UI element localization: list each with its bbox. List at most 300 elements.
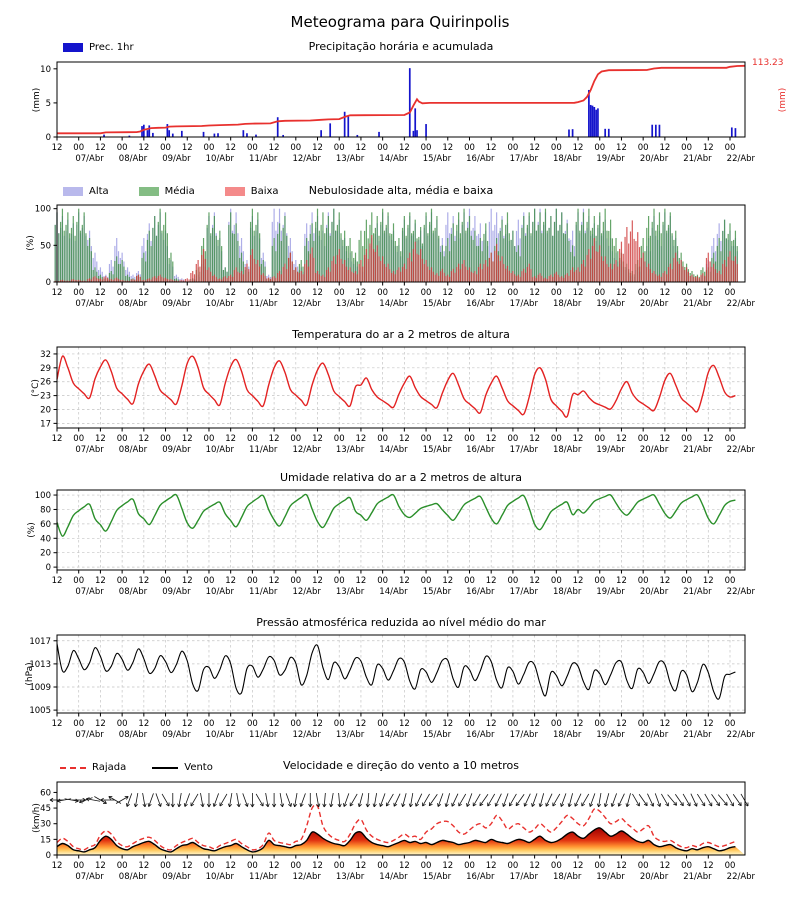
svg-text:00: 00 (507, 434, 519, 444)
svg-text:00: 00 (73, 576, 85, 586)
svg-text:10/Abr: 10/Abr (205, 730, 235, 740)
svg-text:00: 00 (681, 288, 692, 298)
svg-text:23: 23 (40, 391, 51, 402)
svg-text:12: 12 (529, 288, 541, 298)
svg-text:00: 00 (550, 576, 562, 586)
svg-text:00: 00 (73, 719, 85, 729)
svg-text:00: 00 (724, 434, 736, 444)
wind-ylabel: (km/h) (32, 803, 42, 833)
svg-text:12: 12 (529, 434, 541, 444)
svg-text:07/Abr: 07/Abr (75, 730, 104, 740)
svg-text:11/Abr: 11/Abr (249, 872, 278, 882)
svg-text:12: 12 (485, 288, 497, 298)
svg-text:12: 12 (616, 576, 627, 586)
vento-legend-label: Vento (184, 762, 213, 773)
svg-text:12/Abr: 12/Abr (292, 872, 321, 882)
svg-text:12: 12 (355, 434, 367, 444)
svg-text:12: 12 (181, 861, 193, 871)
svg-text:09/Abr: 09/Abr (162, 587, 191, 597)
svg-text:12: 12 (702, 576, 714, 586)
svg-text:00: 00 (420, 861, 432, 871)
svg-text:40: 40 (40, 534, 51, 545)
svg-text:21/Abr: 21/Abr (683, 299, 712, 309)
svg-text:00: 00 (377, 576, 389, 586)
svg-text:12: 12 (442, 434, 454, 444)
svg-text:15/Abr: 15/Abr (422, 587, 452, 597)
svg-text:12: 12 (268, 143, 280, 153)
media-legend-label: Média (164, 186, 195, 197)
svg-text:12: 12 (442, 719, 454, 729)
svg-text:21/Abr: 21/Abr (683, 445, 712, 455)
svg-text:00: 00 (333, 861, 345, 871)
svg-text:12: 12 (51, 288, 63, 298)
svg-text:12: 12 (51, 434, 63, 444)
svg-text:00: 00 (246, 434, 258, 444)
svg-text:22/Abr: 22/Abr (726, 587, 756, 597)
svg-text:12: 12 (268, 861, 280, 871)
wind-direction-arrows (50, 793, 748, 807)
svg-text:08/Abr: 08/Abr (118, 587, 148, 597)
svg-text:12: 12 (355, 143, 367, 153)
svg-text:17/Abr: 17/Abr (509, 154, 538, 164)
precip-panel (40, 62, 755, 164)
svg-text:00: 00 (507, 288, 519, 298)
svg-text:18/Abr: 18/Abr (552, 587, 582, 597)
svg-text:19/Abr: 19/Abr (596, 872, 625, 882)
svg-text:00: 00 (377, 861, 389, 871)
precip-title: Precipitação horária e acumulada (308, 40, 494, 53)
svg-text:00: 00 (246, 143, 258, 153)
svg-text:07/Abr: 07/Abr (75, 445, 104, 455)
svg-text:12: 12 (442, 143, 454, 153)
svg-text:12: 12 (572, 288, 584, 298)
svg-text:17/Abr: 17/Abr (509, 730, 538, 740)
svg-text:12: 12 (95, 576, 106, 586)
svg-text:00: 00 (681, 434, 692, 444)
svg-text:00: 00 (594, 143, 606, 153)
svg-text:19/Abr: 19/Abr (596, 154, 625, 164)
svg-text:12: 12 (529, 719, 541, 729)
rajada-legend-label: Rajada (92, 762, 127, 773)
svg-text:16/Abr: 16/Abr (466, 154, 495, 164)
svg-text:00: 00 (594, 434, 606, 444)
svg-text:12: 12 (702, 143, 714, 153)
svg-text:12: 12 (442, 288, 454, 298)
svg-text:21/Abr: 21/Abr (683, 872, 712, 882)
svg-text:00: 00 (637, 861, 649, 871)
svg-text:10/Abr: 10/Abr (205, 587, 235, 597)
svg-text:09/Abr: 09/Abr (162, 730, 191, 740)
svg-text:12: 12 (572, 143, 584, 153)
svg-text:00: 00 (637, 719, 649, 729)
svg-text:12: 12 (95, 719, 106, 729)
svg-text:12: 12 (95, 861, 106, 871)
svg-text:08/Abr: 08/Abr (118, 445, 148, 455)
svg-text:12: 12 (572, 576, 584, 586)
svg-text:13/Abr: 13/Abr (335, 445, 365, 455)
svg-text:00: 00 (550, 434, 562, 444)
svg-text:00: 00 (724, 288, 736, 298)
svg-text:12: 12 (312, 288, 323, 298)
svg-text:09/Abr: 09/Abr (162, 445, 191, 455)
clouds-title: Nebulosidade alta, média e baixa (308, 184, 494, 197)
svg-text:09/Abr: 09/Abr (162, 299, 191, 309)
svg-text:08/Abr: 08/Abr (118, 872, 148, 882)
svg-text:16/Abr: 16/Abr (466, 299, 495, 309)
press-ylabel: (hPa) (25, 662, 35, 686)
svg-text:16/Abr: 16/Abr (466, 445, 495, 455)
svg-text:1017: 1017 (29, 636, 51, 647)
svg-text:00: 00 (333, 288, 345, 298)
svg-text:18/Abr: 18/Abr (552, 445, 582, 455)
svg-text:11/Abr: 11/Abr (249, 730, 278, 740)
svg-text:00: 00 (594, 288, 606, 298)
svg-text:12: 12 (138, 719, 150, 729)
hum-ylabel: (%) (27, 522, 37, 538)
hum-panel (35, 490, 756, 597)
svg-text:12: 12 (138, 143, 150, 153)
svg-text:13/Abr: 13/Abr (335, 299, 365, 309)
svg-text:12: 12 (268, 719, 280, 729)
svg-text:00: 00 (160, 576, 171, 586)
svg-text:14/Abr: 14/Abr (379, 445, 408, 455)
svg-text:00: 00 (116, 288, 128, 298)
svg-text:12: 12 (702, 288, 714, 298)
svg-text:00: 00 (333, 143, 345, 153)
svg-text:00: 00 (203, 719, 215, 729)
svg-text:17: 17 (40, 419, 51, 430)
svg-text:19/Abr: 19/Abr (596, 730, 625, 740)
svg-text:16/Abr: 16/Abr (466, 587, 495, 597)
svg-text:12: 12 (616, 434, 627, 444)
svg-text:12: 12 (616, 288, 627, 298)
svg-text:00: 00 (681, 143, 692, 153)
svg-text:12: 12 (485, 861, 497, 871)
svg-text:12: 12 (138, 434, 150, 444)
svg-text:08/Abr: 08/Abr (118, 299, 148, 309)
hum-title: Umidade relativa do ar a 2 metros de altura (279, 471, 523, 484)
svg-text:12: 12 (485, 143, 497, 153)
svg-text:00: 00 (637, 434, 649, 444)
svg-text:00: 00 (724, 143, 736, 153)
precip-legend-label: Prec. 1hr (89, 42, 134, 53)
svg-text:00: 00 (464, 861, 475, 871)
svg-text:07/Abr: 07/Abr (75, 872, 104, 882)
svg-text:19/Abr: 19/Abr (596, 445, 625, 455)
svg-text:00: 00 (464, 576, 475, 586)
svg-text:12: 12 (268, 434, 280, 444)
svg-text:12: 12 (268, 288, 280, 298)
svg-text:12: 12 (702, 434, 714, 444)
svg-text:11/Abr: 11/Abr (249, 154, 278, 164)
svg-text:12: 12 (225, 576, 237, 586)
svg-text:00: 00 (160, 434, 171, 444)
svg-text:12: 12 (442, 861, 454, 871)
svg-text:20: 20 (40, 548, 51, 559)
svg-text:12: 12 (442, 576, 454, 586)
svg-text:00: 00 (116, 861, 128, 871)
svg-text:12/Abr: 12/Abr (292, 299, 321, 309)
svg-text:12: 12 (312, 143, 323, 153)
svg-text:00: 00 (724, 861, 736, 871)
svg-text:14/Abr: 14/Abr (379, 587, 408, 597)
svg-text:12: 12 (312, 434, 323, 444)
svg-text:00: 00 (507, 861, 519, 871)
svg-text:12: 12 (312, 576, 323, 586)
svg-text:14/Abr: 14/Abr (379, 299, 408, 309)
svg-text:22/Abr: 22/Abr (726, 445, 756, 455)
svg-text:12: 12 (225, 861, 237, 871)
svg-text:00: 00 (203, 861, 215, 871)
svg-text:12: 12 (95, 288, 106, 298)
svg-text:12: 12 (398, 576, 410, 586)
svg-text:0: 0 (45, 563, 51, 574)
svg-text:00: 00 (203, 434, 215, 444)
svg-text:12: 12 (51, 861, 63, 871)
svg-text:12: 12 (529, 143, 541, 153)
svg-text:21/Abr: 21/Abr (683, 587, 712, 597)
press-title: Pressão atmosférica reduzida ao nível médio do mar (256, 616, 546, 629)
svg-text:09/Abr: 09/Abr (162, 154, 191, 164)
svg-text:12/Abr: 12/Abr (292, 445, 321, 455)
svg-text:00: 00 (203, 143, 215, 153)
svg-text:00: 00 (550, 861, 562, 871)
svg-text:12: 12 (572, 861, 584, 871)
svg-text:17/Abr: 17/Abr (509, 299, 538, 309)
svg-text:00: 00 (160, 143, 171, 153)
svg-text:00: 00 (73, 434, 85, 444)
svg-text:00: 00 (377, 143, 389, 153)
svg-text:12: 12 (398, 434, 410, 444)
page-title: Meteograma para Quirinpolis (290, 13, 510, 31)
svg-text:00: 00 (507, 576, 519, 586)
svg-text:00: 00 (116, 576, 128, 586)
svg-text:12: 12 (529, 861, 541, 871)
svg-text:12: 12 (312, 861, 323, 871)
svg-text:00: 00 (377, 288, 389, 298)
alta-legend-label: Alta (89, 186, 109, 197)
svg-text:12: 12 (485, 719, 497, 729)
svg-text:10/Abr: 10/Abr (205, 872, 235, 882)
svg-text:20/Abr: 20/Abr (639, 587, 669, 597)
svg-text:16/Abr: 16/Abr (466, 730, 495, 740)
svg-text:12: 12 (181, 576, 193, 586)
svg-text:20/Abr: 20/Abr (639, 154, 669, 164)
svg-text:14/Abr: 14/Abr (379, 154, 408, 164)
svg-text:00: 00 (377, 719, 389, 729)
svg-text:12: 12 (225, 143, 237, 153)
svg-text:17/Abr: 17/Abr (509, 587, 538, 597)
svg-text:12: 12 (95, 143, 106, 153)
svg-text:12: 12 (355, 719, 367, 729)
svg-text:12: 12 (398, 143, 410, 153)
svg-text:00: 00 (246, 288, 258, 298)
svg-text:15/Abr: 15/Abr (422, 154, 452, 164)
svg-text:00: 00 (420, 143, 432, 153)
svg-text:10: 10 (40, 64, 51, 75)
svg-text:30: 30 (40, 819, 51, 830)
svg-text:12: 12 (659, 861, 671, 871)
svg-text:00: 00 (637, 288, 649, 298)
svg-text:12: 12 (95, 434, 106, 444)
svg-text:12: 12 (138, 576, 150, 586)
accum-total-label: 113.23 (752, 58, 784, 68)
svg-text:12: 12 (702, 719, 714, 729)
svg-text:1013: 1013 (29, 659, 51, 670)
svg-text:12: 12 (398, 288, 410, 298)
clouds-panel (35, 205, 756, 309)
svg-text:00: 00 (464, 143, 475, 153)
svg-text:00: 00 (116, 719, 128, 729)
svg-text:00: 00 (333, 434, 345, 444)
svg-text:12: 12 (702, 861, 714, 871)
svg-text:00: 00 (116, 434, 128, 444)
svg-text:00: 00 (637, 576, 649, 586)
svg-text:11/Abr: 11/Abr (249, 299, 278, 309)
svg-text:12/Abr: 12/Abr (292, 154, 321, 164)
svg-text:12: 12 (312, 719, 323, 729)
svg-text:07/Abr: 07/Abr (75, 587, 104, 597)
svg-text:12: 12 (659, 434, 671, 444)
svg-text:11/Abr: 11/Abr (249, 445, 278, 455)
svg-text:07/Abr: 07/Abr (75, 299, 104, 309)
svg-text:12: 12 (659, 576, 671, 586)
svg-text:00: 00 (290, 861, 302, 871)
svg-text:00: 00 (681, 719, 692, 729)
svg-text:12: 12 (572, 719, 584, 729)
svg-text:21/Abr: 21/Abr (683, 730, 712, 740)
precip-ylabel: (mm) (32, 87, 42, 113)
svg-text:17/Abr: 17/Abr (509, 445, 538, 455)
press-panel (29, 635, 755, 740)
svg-text:12/Abr: 12/Abr (292, 587, 321, 597)
svg-text:12: 12 (485, 434, 497, 444)
svg-text:15/Abr: 15/Abr (422, 730, 452, 740)
svg-text:12: 12 (181, 719, 193, 729)
svg-text:12: 12 (225, 288, 237, 298)
svg-text:00: 00 (550, 719, 562, 729)
svg-text:5: 5 (45, 98, 51, 109)
svg-text:00: 00 (290, 719, 302, 729)
svg-text:12: 12 (51, 719, 63, 729)
svg-text:00: 00 (73, 143, 85, 153)
svg-text:12: 12 (51, 143, 63, 153)
svg-text:10/Abr: 10/Abr (205, 445, 235, 455)
svg-text:12: 12 (659, 719, 671, 729)
svg-text:19/Abr: 19/Abr (596, 299, 625, 309)
svg-text:00: 00 (550, 143, 562, 153)
svg-text:00: 00 (464, 719, 475, 729)
svg-text:15/Abr: 15/Abr (422, 445, 452, 455)
svg-text:00: 00 (246, 861, 258, 871)
svg-text:00: 00 (681, 576, 692, 586)
svg-text:18/Abr: 18/Abr (552, 154, 582, 164)
svg-text:00: 00 (203, 576, 215, 586)
svg-text:00: 00 (507, 719, 519, 729)
svg-text:0: 0 (45, 278, 51, 288)
svg-text:00: 00 (420, 576, 432, 586)
svg-text:11/Abr: 11/Abr (249, 587, 278, 597)
svg-text:13/Abr: 13/Abr (335, 587, 365, 597)
svg-text:12: 12 (51, 576, 63, 586)
svg-text:00: 00 (420, 434, 432, 444)
svg-text:00: 00 (594, 576, 606, 586)
svg-text:13/Abr: 13/Abr (335, 872, 365, 882)
svg-text:00: 00 (724, 719, 736, 729)
svg-text:12: 12 (485, 576, 497, 586)
svg-text:00: 00 (246, 719, 258, 729)
svg-text:00: 00 (594, 719, 606, 729)
svg-text:00: 00 (73, 861, 85, 871)
svg-text:12: 12 (355, 288, 367, 298)
svg-text:26: 26 (40, 377, 51, 388)
svg-text:00: 00 (290, 143, 302, 153)
svg-text:80: 80 (40, 505, 51, 516)
svg-text:20/Abr: 20/Abr (639, 445, 669, 455)
svg-text:14/Abr: 14/Abr (379, 730, 408, 740)
svg-text:15/Abr: 15/Abr (422, 872, 452, 882)
svg-text:00: 00 (507, 143, 519, 153)
svg-text:12: 12 (355, 576, 367, 586)
svg-text:12: 12 (616, 861, 627, 871)
svg-text:60: 60 (40, 519, 51, 530)
svg-text:45: 45 (40, 804, 51, 815)
svg-text:12: 12 (659, 288, 671, 298)
temp-title: Temperatura do ar a 2 metros de altura (292, 328, 510, 341)
svg-text:00: 00 (550, 288, 562, 298)
svg-text:18/Abr: 18/Abr (552, 872, 582, 882)
svg-text:12: 12 (181, 434, 193, 444)
svg-text:100: 100 (34, 204, 51, 215)
svg-text:12: 12 (616, 719, 627, 729)
svg-text:08/Abr: 08/Abr (118, 154, 148, 164)
svg-text:12: 12 (616, 143, 627, 153)
svg-text:00: 00 (160, 288, 171, 298)
svg-text:10/Abr: 10/Abr (205, 299, 235, 309)
svg-text:60: 60 (40, 788, 51, 799)
svg-text:12: 12 (572, 434, 584, 444)
svg-text:1005: 1005 (29, 706, 51, 717)
svg-text:12: 12 (268, 576, 280, 586)
svg-text:00: 00 (420, 288, 432, 298)
svg-text:00: 00 (290, 434, 302, 444)
svg-text:12: 12 (138, 288, 150, 298)
svg-text:20: 20 (40, 405, 51, 416)
svg-text:21/Abr: 21/Abr (683, 154, 712, 164)
svg-text:1009: 1009 (29, 683, 51, 693)
temp-ylabel: (°C) (31, 379, 41, 397)
svg-text:12: 12 (225, 434, 237, 444)
wind-panel (40, 782, 755, 882)
svg-text:00: 00 (377, 434, 389, 444)
svg-text:0: 0 (45, 851, 51, 861)
baixa-legend-label: Baixa (250, 186, 279, 197)
svg-text:15/Abr: 15/Abr (422, 299, 452, 309)
svg-text:22/Abr: 22/Abr (726, 299, 756, 309)
svg-text:00: 00 (724, 576, 736, 586)
svg-text:20/Abr: 20/Abr (639, 872, 669, 882)
svg-text:22/Abr: 22/Abr (726, 154, 756, 164)
svg-text:00: 00 (637, 143, 649, 153)
svg-text:00: 00 (464, 434, 475, 444)
svg-text:20/Abr: 20/Abr (639, 299, 669, 309)
svg-text:22/Abr: 22/Abr (726, 872, 756, 882)
svg-text:00: 00 (160, 861, 171, 871)
svg-text:12: 12 (529, 576, 541, 586)
wind-title: Velocidade e direção do vento a 10 metros (283, 759, 519, 772)
svg-text:13/Abr: 13/Abr (335, 730, 365, 740)
svg-text:0: 0 (45, 133, 51, 143)
